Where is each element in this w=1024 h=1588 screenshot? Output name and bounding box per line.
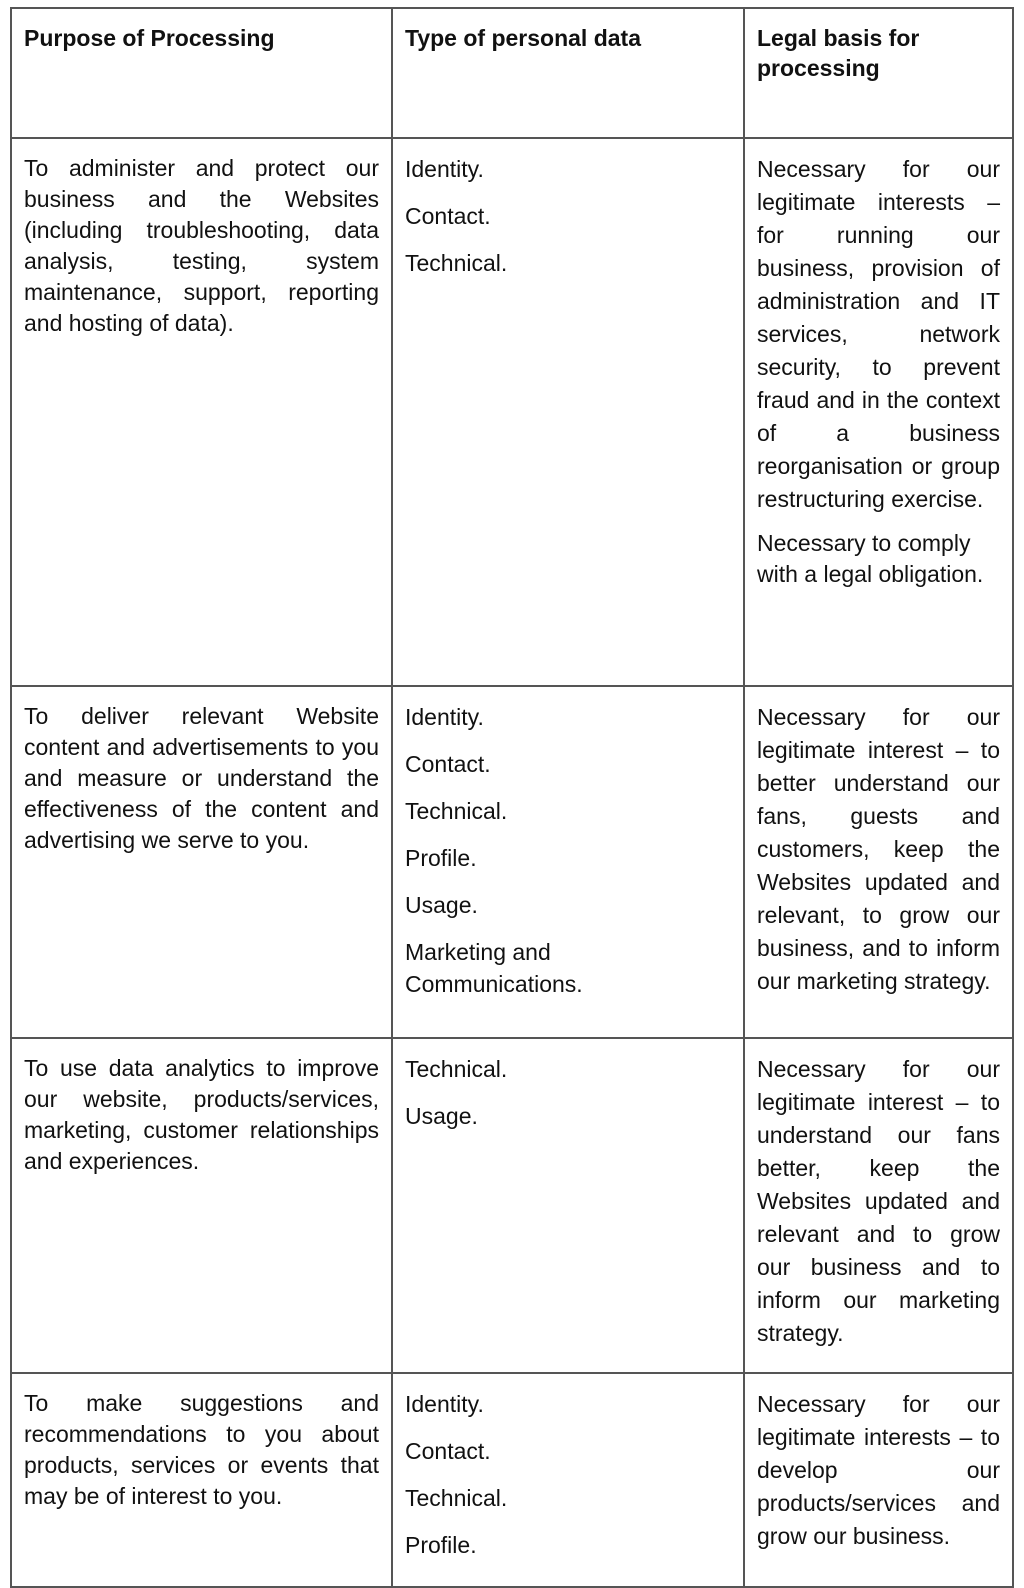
type-list	[405, 701, 731, 1000]
type-item: Technical.	[405, 1056, 508, 1082]
header-type: Type of personal data	[392, 8, 744, 138]
table-row	[11, 1373, 1013, 1587]
type-item: Profile.	[405, 1532, 477, 1558]
type-cell	[392, 138, 744, 686]
basis-cell	[744, 1038, 1013, 1373]
purpose-text: To deliver relevant Website content and advertisements to you and measure or understand the effectiveness of the content and advertising we serve to you.	[24, 703, 379, 853]
type-item: Identity.	[405, 704, 484, 730]
type-item: Usage.	[405, 1103, 478, 1129]
type-item: Usage.	[405, 892, 478, 918]
basis-cell	[744, 686, 1013, 1038]
basis-text: Necessary for our legitimate interests – for running our business, provision of administration and IT services, network security, to prevent fraud and in the context of a business reorganisation or group restructuring exercise.	[757, 156, 1000, 512]
basis-text: Necessary for our legitimate interest – to understand our fans better, keep the Websites updated and relevant and to grow our business and to inform our marketing strategy.	[757, 1056, 1000, 1346]
type-item: Technical.	[405, 250, 508, 276]
header-row	[11, 8, 1013, 138]
type-item: Technical.	[405, 798, 508, 824]
type-item: Profile.	[405, 845, 477, 871]
type-cell	[392, 1038, 744, 1373]
table-row	[11, 138, 1013, 686]
table-row	[11, 686, 1013, 1038]
type-cell	[392, 1373, 744, 1587]
type-cell	[392, 686, 744, 1038]
header-basis: Legal basis for processing	[744, 8, 1013, 138]
type-item: Identity.	[405, 156, 484, 182]
basis-cell	[744, 1373, 1013, 1587]
purpose-cell	[11, 138, 392, 686]
type-list	[405, 1388, 731, 1561]
purpose-text: To administer and protect our business and the Websites (including troubleshooting, data analysis, testing, system maintenance, support, reporting and hosting of data).	[24, 155, 379, 336]
type-list	[405, 153, 731, 279]
basis-text: Necessary for our legitimate interests – to develop our products/services and grow our business.	[757, 1391, 1000, 1549]
type-item: Identity.	[405, 1391, 484, 1417]
basis-cell	[744, 138, 1013, 686]
type-item: Marketing and Communications.	[405, 939, 583, 997]
purpose-text: To use data analytics to improve our website, products/services, marketing, customer relationships and experiences.	[24, 1055, 379, 1174]
header-purpose: Purpose of Processing	[11, 8, 392, 138]
processing-table	[10, 7, 1014, 1588]
type-item: Contact.	[405, 751, 491, 777]
purpose-cell	[11, 1373, 392, 1587]
type-item: Contact.	[405, 1438, 491, 1464]
basis-text: Necessary to comply with a legal obligation.	[757, 530, 984, 587]
purpose-cell	[11, 1038, 392, 1373]
type-item: Technical.	[405, 1485, 508, 1511]
type-list	[405, 1053, 731, 1132]
purpose-cell	[11, 686, 392, 1038]
table-row	[11, 1038, 1013, 1373]
purpose-text: To make suggestions and recommendations to you about products, services or events that may be of interest to you.	[24, 1390, 379, 1509]
type-item: Contact.	[405, 203, 491, 229]
basis-text: Necessary for our legitimate interest – to better understand our fans, guests and customers, keep the Websites updated and relevant, to grow our business, and to inform our marketing strategy.	[757, 704, 1000, 994]
